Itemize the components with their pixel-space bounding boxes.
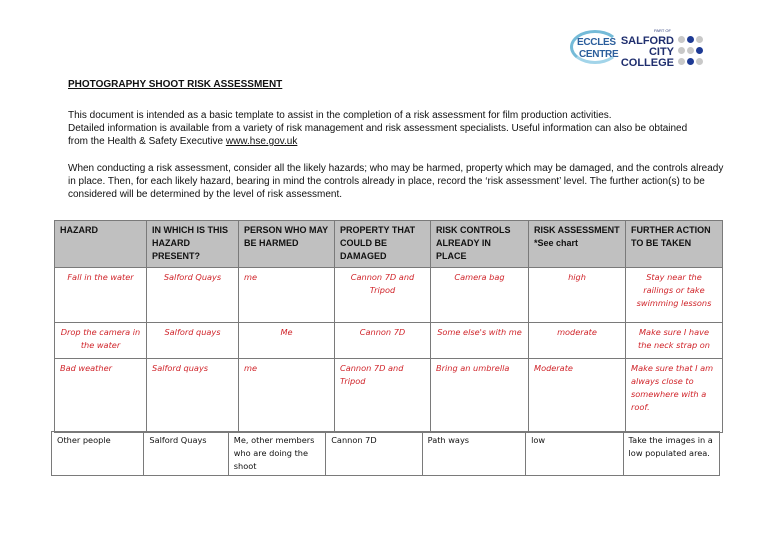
table-row: Drop the camera in the water Salford quays Me Cannon 7D Some else's with me moderate Make sure I have the neck strap on bbox=[55, 323, 723, 359]
header-person: PERSON WHO MAY BE HARMED bbox=[239, 221, 335, 268]
guidance-paragraph: When conducting a risk assessment, consider all the likely hazards; who may be harmed, property which may be damaged, and the controls already in place. Then, for each likely hazard, bearing in mind the controls already in place, record the ‘risk assessment’ level. The further action(s) to be considered will be determined by the level of risk assessment. bbox=[68, 163, 724, 200]
table-header-row bbox=[55, 221, 723, 268]
header-property: PROPERTY THAT COULD BE DAMAGED bbox=[335, 221, 431, 268]
salford-city-college-logo: PART OF SALFORD CITY COLLEGE bbox=[624, 26, 704, 74]
header-action: FURTHER ACTION TO BE TAKEN bbox=[626, 221, 723, 268]
table-row: Bad weather Salford quays me Cannon 7D and Tripod Bring an umbrella Moderate Make sure that I am always close to somewhere with a roof. bbox=[55, 359, 723, 433]
header-location: IN WHICH IS THIS HAZARD PRESENT? bbox=[147, 221, 239, 268]
header-hazard: HAZARD bbox=[55, 221, 147, 268]
dots-icon bbox=[678, 36, 706, 70]
eccles-centre-logo: ECCLES CENTRE bbox=[570, 30, 622, 66]
page-title: PHOTOGRAPHY SHOOT RISK ASSESSMENT bbox=[68, 79, 283, 90]
college-logos bbox=[568, 26, 704, 74]
risk-assessment-table bbox=[54, 220, 723, 433]
header-controls: RISK CONTROLS ALREADY IN PLACE bbox=[431, 221, 529, 268]
additional-hazard-table bbox=[51, 431, 720, 476]
hse-link[interactable]: www.hse.gov.uk bbox=[225, 136, 298, 147]
table-row: Other people Salford Quays Me, other members who are doing the shoot Cannon 7D Path ways low Take the images in a low populated area. bbox=[52, 432, 720, 476]
intro-paragraph: This document is intended as a basic template to assist in the completion of a risk assessment for film production activities. Detailed information is available from a variety of risk management and risk assessment specialists. Useful information can also be obtained from the Health & Safety Executive www.hse.gov.uk bbox=[68, 110, 688, 147]
table-row: Fall in the water Salford Quays me Cannon 7D and Tripod Camera bag high Stay near the railings or take swimming lessons bbox=[55, 268, 723, 323]
header-risk: RISK ASSESSMENT *See chart bbox=[529, 221, 626, 268]
